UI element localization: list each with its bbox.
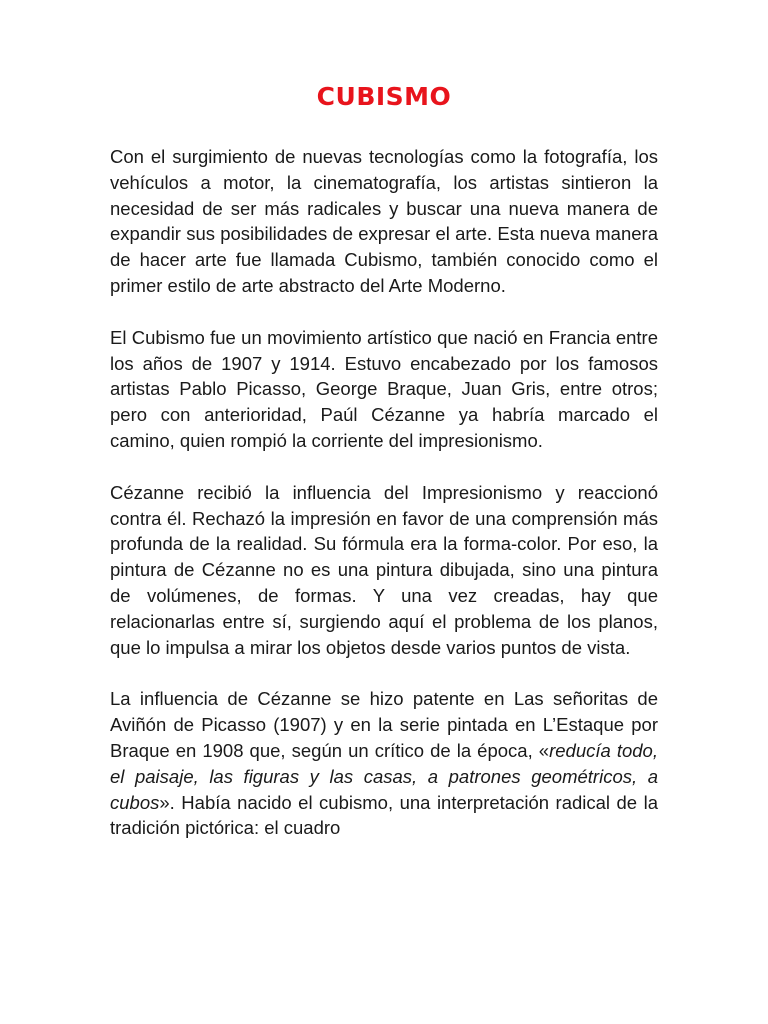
paragraph-2: El Cubismo fue un movimiento artístico que nació en Francia entre los años de 1907 y 1914. Estuvo encabezado por los famosos artistas Pablo Picasso, George Braque, Juan Gris, entre otros; pero con anterioridad, Paúl Cézanne ya habría marcado el camino, quien rompió la corriente del impresionismo. — [110, 326, 658, 451]
paragraph-3: Cézanne recibió la influencia del Impresionismo y reaccionó contra él. Rechazó la impresión en favor de una comprensión más profunda de la realidad. Su fórmula era la forma-color. Por eso, la pintura de Cézanne no es una pintura dibujada, sino una pintura de volúmenes, de formas. Y una vez creadas, hay que relacionarlas entre sí, surgiendo aquí el problema de los planos, que lo impulsa a mirar los objetos desde varios puntos de vista. — [110, 481, 658, 658]
paragraph-4-text-start: La influencia de Cézanne se hizo patente en Las señoritas de Aviñón de Picasso (1907) y en la serie pintada en L’Estaque por Braque en 1908 que, según un crítico de la época, « — [110, 688, 658, 761]
paragraph-1: Con el surgimiento de nuevas tecnologías como la fotografía, los vehículos a motor, la cinematografía, los artistas sintieron la necesidad de ser más radicales y buscar una nueva manera de expandir sus posibilidades de expresar el arte. Esta nueva manera de hacer arte fue llamada Cubismo, también conocido como el primer estilo de arte abstracto del Arte Moderno. — [110, 146, 658, 296]
critic-quote: reducía todo, el paisaje, las figuras y las casas, a patrones geométricos, a cubos — [110, 739, 658, 813]
paragraph-4-text-end: ». Había nacido el cubismo, una interpretación radical de la tradición pictórica: el cuadro — [110, 791, 658, 839]
document-body — [110, 144, 658, 841]
document-title: CUBISMO — [316, 82, 452, 111]
paragraph-4 — [110, 686, 658, 841]
